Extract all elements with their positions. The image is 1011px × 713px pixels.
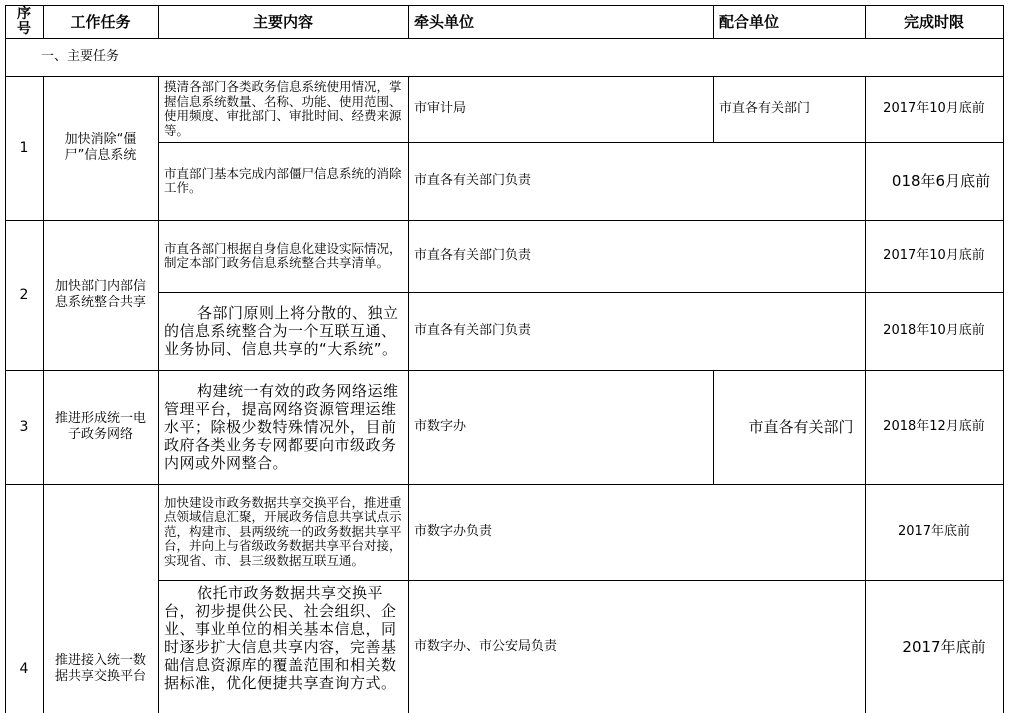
row-4-seq: 4 <box>19 660 29 677</box>
row-4-task: 推进接入统一数据共享交换平台 <box>54 652 146 684</box>
grid-line <box>865 5 866 38</box>
grid-line <box>158 292 1004 293</box>
grid-line <box>1003 5 1004 713</box>
row-1-item-2-lead: 市直各有关部门负责 <box>414 173 532 188</box>
row-2-item-2-deadline: 2018年10月底前 <box>883 323 985 338</box>
row-2-seq: 2 <box>19 287 29 303</box>
row-2-item-2-lead: 市直各有关部门负责 <box>414 323 532 338</box>
row-2-task: 加快部门内部信息系统整合共享 <box>54 279 146 310</box>
grid-line <box>713 5 714 38</box>
grid-line <box>158 76 159 713</box>
grid-line <box>43 76 44 713</box>
row-3-item-1-lead: 市数字办 <box>414 419 467 434</box>
row-3-item-1-content <box>158 370 408 484</box>
row-3-item-1-deadline: 2018年12月底前 <box>883 419 985 434</box>
grid-line <box>5 38 1004 39</box>
header-coop: 配合单位 <box>719 12 780 31</box>
row-2-item-2-text: 各部门原则上将分散的、独立的信息系统整合为一个互联互通、业务协同、信息共享的“大系统”。 <box>164 304 399 358</box>
grid-line <box>5 484 1004 485</box>
row-4-item-1-deadline: 2017年底前 <box>897 524 971 539</box>
row-1-seq: 1 <box>19 140 29 156</box>
row-1-item-1-coop: 市直各有关部门 <box>719 101 811 116</box>
grid-line <box>5 370 1004 371</box>
grid-line <box>5 5 1004 6</box>
grid-line <box>713 370 714 484</box>
grid-line <box>43 5 44 38</box>
header-content: 主要内容 <box>252 12 313 31</box>
grid-line <box>713 76 714 142</box>
row-3-seq: 3 <box>19 419 29 435</box>
row-4-item-2-deadline: 2017年底前 <box>902 637 986 656</box>
row-3-item-1-coop: 市直各有关部门 <box>748 418 854 436</box>
row-4-item-2-text: 依托市政务数据共享交换平台，初步提供公民、社会组织、企业、事业单位的相关基本信息，同时逐步扩大信息共享内容，完善基础信息资源库的覆盖范围和相关数据标准，优化便捷共享查询方式。 <box>164 584 397 692</box>
row-1-item-2-deadline: 018年6月底前 <box>891 172 991 190</box>
row-1-item-2-content: 市直部门基本完成内部僵尸信息系统的消除工作。 <box>164 165 402 195</box>
row-4-item-1-content: 加快建设市政务数据共享交换平台，推进重点领域信息汇聚，开展政务信息共享试点示范，构建市、县两级统一的政务数据共享平台，并向上与省级政务数据共享平台对接，实现省、市、县三级数据互联互通。 <box>164 494 402 568</box>
row-4-item-2-content <box>158 580 408 713</box>
header-seq: 序号 <box>17 5 31 37</box>
header-deadline: 完成时限 <box>903 12 964 31</box>
row-2-item-1-deadline: 2017年10月底前 <box>883 248 985 263</box>
grid-line <box>5 76 1004 77</box>
row-1-item-1-content: 摸清各部门各类政务信息系统使用情况，掌握信息系统数量、名称、功能、使用范围、使用频度、审批部门、审批时间、经费来源等。 <box>164 79 402 138</box>
grid-line <box>865 76 866 713</box>
row-4-item-1-lead: 市数字办负责 <box>414 524 493 539</box>
row-1-item-1-lead: 市审计局 <box>414 101 467 116</box>
row-3-item-1-text: 构建统一有效的政务网络运维管理平台，提高网络资源管理运维水平；除极少数特殊情况外，目前政府各类业务专网都要向市级政务内网或外网整合。 <box>164 382 399 472</box>
row-2-item-2-content <box>158 292 408 370</box>
grid-line <box>158 580 1004 581</box>
row-1-item-1-deadline: 2017年10月底前 <box>883 101 985 116</box>
header-task: 工作任务 <box>70 12 131 31</box>
row-1-task: 加快消除“僵尸”信息系统 <box>64 132 137 163</box>
grid-line <box>5 220 1004 221</box>
grid-line <box>408 5 409 38</box>
header-lead: 牵头单位 <box>414 12 475 31</box>
section-title: 一、主要任务 <box>41 49 120 64</box>
row-2-item-1-content: 市直各部门根据自身信息化建设实际情况，制定本部门政务信息系统整合共享清单。 <box>164 240 402 270</box>
grid-line <box>158 142 1004 143</box>
row-2-item-1-lead: 市直各有关部门负责 <box>414 248 532 263</box>
grid-line <box>5 5 6 713</box>
grid-line <box>408 76 409 713</box>
row-3-task: 推进形成统一电子政务网络 <box>54 411 146 442</box>
row-4-item-2-lead: 市数字办、市公安局负责 <box>414 638 558 654</box>
grid-line <box>158 5 159 38</box>
